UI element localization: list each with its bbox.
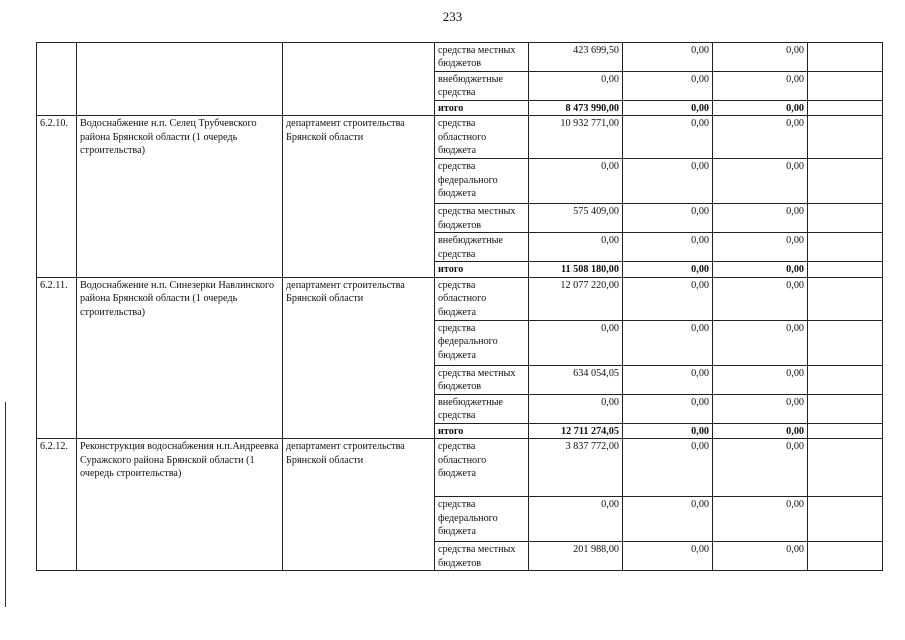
source-cell: средства местных бюджетов <box>435 204 529 233</box>
source-cell: внебюджетные средства <box>435 394 529 423</box>
empty-cell <box>808 394 883 423</box>
source-cell: средства областного бюджета <box>435 116 529 159</box>
value-cell: 0,00 <box>623 101 713 116</box>
source-cell: средства местных бюджетов <box>435 43 529 72</box>
value-cell: 0,00 <box>623 204 713 233</box>
empty-cell <box>808 439 883 497</box>
amount-cell: 0,00 <box>529 233 623 262</box>
empty-cell <box>808 159 883 204</box>
amount-cell: 8 473 990,00 <box>529 101 623 116</box>
value-cell: 0,00 <box>623 423 713 438</box>
amount-cell: 12 711 274,05 <box>529 423 623 438</box>
empty-cell <box>808 101 883 116</box>
source-cell: внебюджетные средства <box>435 233 529 262</box>
source-cell: средства местных бюджетов <box>435 542 529 571</box>
value-cell: 0,00 <box>623 262 713 277</box>
source-cell: средства федерального бюджета <box>435 497 529 542</box>
empty-cell <box>808 262 883 277</box>
value-cell: 0,00 <box>713 262 808 277</box>
source-cell: средства областного бюджета <box>435 439 529 497</box>
source-cell: итого <box>435 423 529 438</box>
empty-cell <box>808 72 883 101</box>
value-cell: 0,00 <box>623 497 713 542</box>
value-cell: 0,00 <box>713 101 808 116</box>
source-cell: внебюджетные средства <box>435 72 529 101</box>
empty-cell <box>808 204 883 233</box>
code-cell: 6.2.10. <box>37 116 77 277</box>
source-cell: средства федерального бюджета <box>435 159 529 204</box>
executor-cell: департамент строительства Брянской области <box>283 116 435 277</box>
value-cell: 0,00 <box>623 43 713 72</box>
empty-cell <box>808 423 883 438</box>
empty-cell <box>808 116 883 159</box>
name-cell <box>77 43 283 116</box>
amount-cell: 575 409,00 <box>529 204 623 233</box>
value-cell: 0,00 <box>713 116 808 159</box>
value-cell: 0,00 <box>713 43 808 72</box>
amount-cell: 0,00 <box>529 394 623 423</box>
amount-cell: 0,00 <box>529 320 623 365</box>
amount-cell: 11 508 180,00 <box>529 262 623 277</box>
value-cell: 0,00 <box>623 159 713 204</box>
amount-cell: 0,00 <box>529 159 623 204</box>
code-cell: 6.2.11. <box>37 277 77 438</box>
amount-cell: 634 054,05 <box>529 365 623 394</box>
source-cell: итого <box>435 262 529 277</box>
table-row <box>37 43 883 72</box>
page-number: 233 <box>442 9 463 24</box>
table-row <box>37 277 883 320</box>
value-cell: 0,00 <box>713 542 808 571</box>
scan-margin-line <box>5 402 6 607</box>
source-cell: средства федерального бюджета <box>435 320 529 365</box>
amount-cell: 10 932 771,00 <box>529 116 623 159</box>
empty-cell <box>808 542 883 571</box>
source-cell: средства местных бюджетов <box>435 365 529 394</box>
value-cell: 0,00 <box>713 497 808 542</box>
empty-cell <box>808 320 883 365</box>
value-cell: 0,00 <box>713 320 808 365</box>
empty-cell <box>808 233 883 262</box>
value-cell: 0,00 <box>713 72 808 101</box>
amount-cell: 201 988,00 <box>529 542 623 571</box>
empty-cell <box>808 497 883 542</box>
code-cell: 6.2.12. <box>37 439 77 571</box>
executor-cell: департамент строительства Брянской области <box>283 277 435 438</box>
value-cell: 0,00 <box>713 159 808 204</box>
amount-cell: 0,00 <box>529 497 623 542</box>
empty-cell <box>808 43 883 72</box>
source-cell: итого <box>435 101 529 116</box>
value-cell: 0,00 <box>623 233 713 262</box>
value-cell: 0,00 <box>713 394 808 423</box>
executor-cell <box>283 43 435 116</box>
value-cell: 0,00 <box>623 320 713 365</box>
value-cell: 0,00 <box>713 439 808 497</box>
value-cell: 0,00 <box>713 233 808 262</box>
value-cell: 0,00 <box>623 542 713 571</box>
amount-cell: 12 077 220,00 <box>529 277 623 320</box>
value-cell: 0,00 <box>623 72 713 101</box>
value-cell: 0,00 <box>623 439 713 497</box>
code-cell <box>37 43 77 116</box>
name-cell: Водоснабжение н.п. Синезерки Навлинского района Брянской области (1 очередь строительства) <box>77 277 283 438</box>
value-cell: 0,00 <box>713 365 808 394</box>
table-row <box>37 116 883 159</box>
source-cell: средства областного бюджета <box>435 277 529 320</box>
amount-cell: 0,00 <box>529 72 623 101</box>
value-cell: 0,00 <box>623 277 713 320</box>
value-cell: 0,00 <box>623 365 713 394</box>
name-cell: Реконструкция водоснабжения н.п.Андреевка Суражского района Брянской области (1 очередь строительства) <box>77 439 283 571</box>
value-cell: 0,00 <box>713 204 808 233</box>
budget-table <box>36 42 883 571</box>
amount-cell: 3 837 772,00 <box>529 439 623 497</box>
value-cell: 0,00 <box>713 277 808 320</box>
value-cell: 0,00 <box>623 394 713 423</box>
value-cell: 0,00 <box>713 423 808 438</box>
amount-cell: 423 699,50 <box>529 43 623 72</box>
executor-cell: департамент строительства Брянской области <box>283 439 435 571</box>
name-cell: Водоснабжение н.п. Селец Трубчевского района Брянской области (1 очередь строительства) <box>77 116 283 277</box>
value-cell: 0,00 <box>623 116 713 159</box>
table-row <box>37 439 883 497</box>
empty-cell <box>808 277 883 320</box>
empty-cell <box>808 365 883 394</box>
